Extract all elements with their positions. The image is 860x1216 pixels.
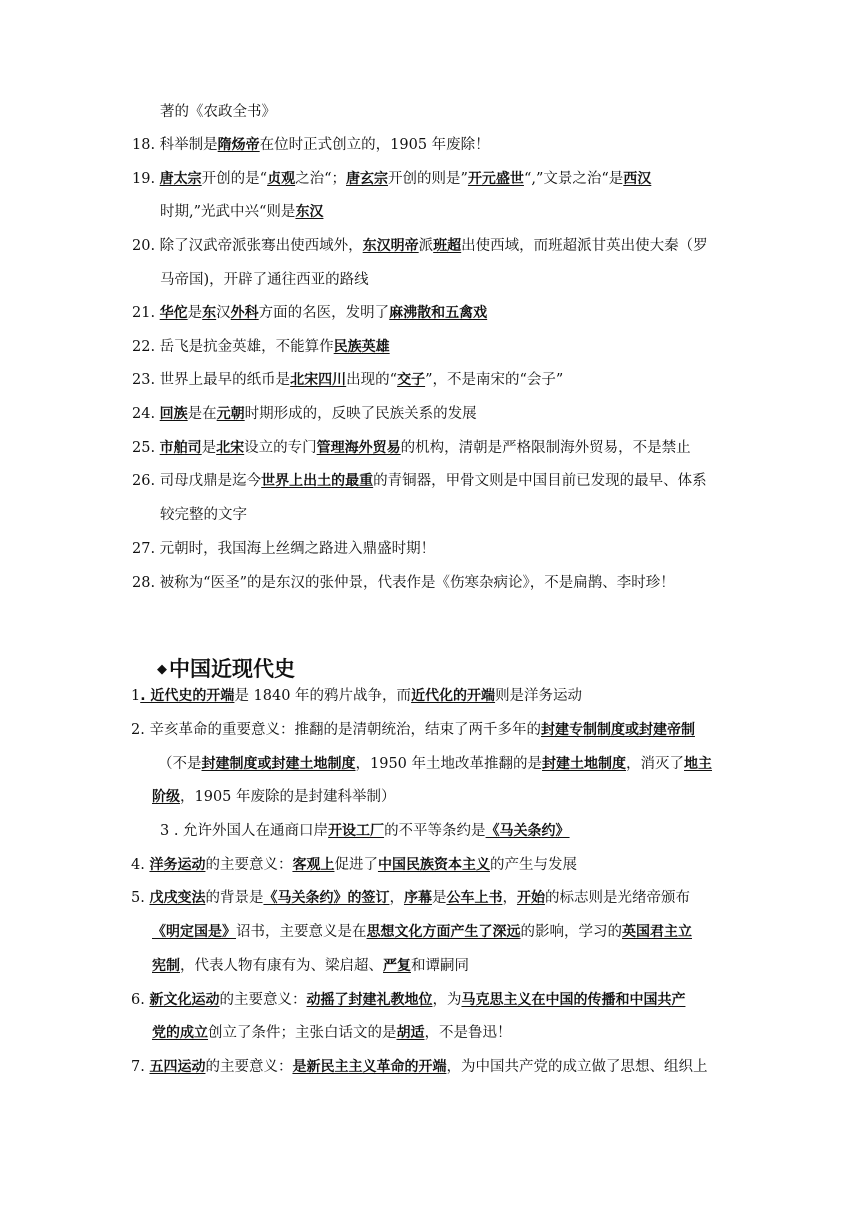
emphasis-text: 市舶司 — [159, 440, 202, 456]
line-text: 1 — [131, 688, 141, 704]
diamond-bullet-icon: ◆ — [157, 662, 167, 677]
emphasis-text: 外科 — [230, 305, 259, 321]
emphasis-text: 公车上书 — [446, 890, 503, 906]
text-line — [160, 270, 369, 290]
text-line — [132, 303, 487, 323]
line-text: 的不平等条约是 — [384, 823, 486, 839]
emphasis-text: 动摇了封建礼教地位 — [306, 992, 433, 1008]
emphasis-text: 戊戌变法 — [149, 890, 206, 906]
text-line — [132, 471, 707, 491]
text-line — [132, 539, 435, 559]
section-heading-title: 中国近现代史 — [169, 657, 295, 681]
line-text: （不是 — [158, 756, 202, 772]
line-text: 著的《农政全书》 — [160, 104, 276, 120]
line-text: 是 — [201, 440, 217, 456]
line-text: ，代表人物有康有为、梁启超、 — [180, 958, 383, 974]
emphasis-text: 《明定国是》 — [152, 924, 236, 940]
text-line — [152, 787, 396, 807]
section-heading — [157, 655, 295, 684]
line-text: 马帝国)，开辟了通往西亚的路线 — [160, 272, 369, 288]
emphasis-text: 是新民主主义革命的开端 — [292, 1059, 447, 1075]
text-line — [160, 505, 247, 525]
line-text: 的主要意义： — [205, 1059, 293, 1075]
text-line — [131, 855, 577, 875]
line-text: 22. 岳飞是抗金英雄，不能算作 — [132, 339, 334, 355]
text-line — [132, 438, 691, 458]
emphasis-text: 思想文化方面产生了深远 — [366, 924, 521, 940]
text-line — [152, 922, 692, 942]
text-line — [131, 720, 695, 740]
emphasis-text: 开始 — [516, 890, 545, 906]
emphasis-text: 五四运动 — [149, 1059, 206, 1075]
line-text: 在位时正式创立的，1905 年废除！ — [259, 137, 490, 153]
emphasis-text: 唐玄宗 — [346, 171, 389, 187]
emphasis-text: 东汉 — [295, 204, 324, 220]
line-text: 26. 司母戊鼎是迄今 — [132, 473, 262, 489]
text-line — [160, 102, 276, 122]
line-text: 出现的“ — [346, 372, 398, 388]
emphasis-text: 阶级 — [152, 789, 180, 805]
line-text: 是在 — [187, 406, 217, 422]
emphasis-text: 封建制度或封建土地制度 — [201, 756, 356, 772]
text-line — [131, 1057, 707, 1077]
line-text: 的主要意义： — [205, 857, 293, 873]
emphasis-text: 回族 — [159, 406, 188, 422]
emphasis-text: 封建专制制度或封建帝制 — [540, 722, 695, 738]
line-text: 25. — [132, 440, 160, 456]
line-text: 创立了条件；主张白话文的是 — [208, 1025, 397, 1041]
emphasis-text: 序幕 — [403, 890, 432, 906]
line-text: 3 . 允许外国人在通商口岸 — [160, 823, 329, 839]
line-text: 是 — [187, 305, 203, 321]
line-text: ， — [502, 890, 517, 906]
line-text: 21. — [132, 305, 160, 321]
line-text: 23. 世界上最早的纸币是 — [132, 372, 291, 388]
text-line — [132, 573, 675, 593]
line-text: 促进了 — [334, 857, 378, 873]
line-text: 27. 元朝时，我国海上丝绸之路进入鼎盛时期！ — [132, 541, 436, 557]
emphasis-text: 《马关条约》 — [485, 823, 570, 839]
emphasis-text: . 近代史的开端 — [140, 688, 235, 704]
line-text: 的背景是 — [205, 890, 264, 906]
line-text: 和谭嗣同 — [411, 958, 469, 974]
text-line — [158, 754, 712, 774]
emphasis-text: 严复 — [383, 958, 411, 974]
text-line — [152, 1023, 512, 1043]
emphasis-text: 隋炀帝 — [217, 137, 260, 153]
line-text: ，不是鲁迅！ — [424, 1025, 512, 1041]
emphasis-text: 英国君主立 — [622, 924, 692, 940]
line-text: 是 1840 年的鸦片战争，而 — [234, 688, 412, 704]
text-line — [131, 990, 685, 1010]
emphasis-text: 近代化的开端 — [411, 688, 496, 704]
line-text: 的标志则是光绪帝颁布 — [544, 890, 690, 906]
line-text: 较完整的文字 — [160, 507, 247, 523]
line-text: ， — [389, 890, 404, 906]
text-line — [132, 337, 390, 357]
emphasis-text: 交子 — [397, 372, 426, 388]
line-text: “,”文景之治“是 — [523, 171, 624, 187]
text-line — [160, 821, 570, 841]
line-text: 之治“； — [295, 171, 347, 187]
line-text: 诏书，主要意义是在 — [236, 924, 367, 940]
emphasis-text: 北宋 — [216, 440, 245, 456]
line-text: 18. 科举制是 — [132, 137, 218, 153]
emphasis-text: 地主 — [684, 756, 713, 772]
text-line — [132, 169, 651, 189]
line-text: 则是洋务运动 — [495, 688, 583, 704]
line-text: 派 — [418, 238, 434, 254]
line-text: 的主要意义： — [219, 992, 307, 1008]
line-text: 开创的则是” — [388, 171, 468, 187]
emphasis-text: 封建土地制度 — [542, 756, 627, 772]
emphasis-text: 西汉 — [623, 171, 652, 187]
emphasis-text: 民族英雄 — [333, 339, 390, 355]
text-line — [132, 370, 563, 390]
emphasis-text: 开元盛世 — [467, 171, 524, 187]
text-line — [132, 236, 708, 256]
text-line — [160, 202, 323, 222]
line-text: 方面的名医，发明了 — [258, 305, 390, 321]
line-text: 出使西域，而班超派甘英出使大秦（罗 — [461, 238, 708, 254]
line-text: 时期形成的，反映了民族关系的发展 — [244, 406, 477, 422]
line-text: 4. — [131, 857, 150, 873]
line-text: 5. — [131, 890, 150, 906]
emphasis-text: 东 — [202, 305, 217, 321]
line-text: ，为 — [432, 992, 462, 1008]
line-text: 24. — [132, 406, 160, 422]
emphasis-text: 元朝 — [216, 406, 245, 422]
text-line — [131, 686, 582, 706]
emphasis-text: 北宋四川 — [290, 372, 347, 388]
line-text: 19. — [132, 171, 160, 187]
text-line — [132, 404, 477, 424]
emphasis-text: 党的成立 — [152, 1025, 208, 1041]
emphasis-text: 华佗 — [159, 305, 188, 321]
line-text: 设立的专门 — [244, 440, 317, 456]
line-text: 28. 被称为“医圣”的是东汉的张仲景，代表作是《伤寒杂病论》，不是扁鹊、李时珍！ — [132, 575, 675, 591]
emphasis-text: 洋务运动 — [149, 857, 206, 873]
emphasis-text: 唐太宗 — [159, 171, 202, 187]
emphasis-text: 东汉明帝 — [362, 238, 419, 254]
line-text: 时期,”光武中兴“则是 — [160, 204, 296, 220]
line-text: 7. — [131, 1059, 150, 1075]
line-text: ，1950 年土地改革推翻的是 — [355, 756, 543, 772]
emphasis-text: 客观上 — [292, 857, 335, 873]
text-line — [152, 956, 469, 976]
line-text: 是 — [431, 890, 447, 906]
emphasis-text: 麻沸散和五禽戏 — [389, 305, 488, 321]
text-line — [131, 888, 690, 908]
emphasis-text: 贞观 — [267, 171, 296, 187]
emphasis-text: 新文化运动 — [149, 992, 220, 1008]
text-line — [132, 135, 490, 155]
line-text: 汉 — [216, 305, 231, 321]
line-text: 的产生与发展 — [489, 857, 577, 873]
line-text: 2. 辛亥革命的重要意义：推翻的是清朝统治，结束了两千多年的 — [131, 722, 541, 738]
line-text: 的青铜器，甲骨文则是中国目前已发现的最早、体系 — [373, 473, 707, 489]
emphasis-text: 马克思主义在中国的传播和中国共产 — [461, 992, 686, 1008]
line-text: ”，不是南宋的“会子” — [425, 372, 564, 388]
line-text: 开创的是“ — [201, 171, 268, 187]
emphasis-text: 管理海外贸易 — [316, 440, 401, 456]
emphasis-text: 宪制 — [152, 958, 180, 974]
line-text: ，消灭了 — [626, 756, 685, 772]
emphasis-text: 班超 — [433, 238, 462, 254]
emphasis-text: 胡适 — [396, 1025, 425, 1041]
line-text: 20. 除了汉武帝派张骞出使西域外， — [132, 238, 363, 254]
emphasis-text: 中国民族资本主义 — [377, 857, 490, 873]
emphasis-text: 开设工厂 — [328, 823, 385, 839]
line-text: 6. — [131, 992, 150, 1008]
emphasis-text: 世界上出土的最重 — [261, 473, 374, 489]
line-text: ，1905 年废除的是封建科举制） — [180, 789, 396, 805]
line-text: ，为中国共产党的成立做了思想、组织上 — [446, 1059, 708, 1075]
line-text: 的机构，清朝是严格限制海外贸易，不是禁止 — [400, 440, 691, 456]
emphasis-text: 《马关条约》的签订 — [263, 890, 390, 906]
line-text: 的影响，学习的 — [520, 924, 622, 940]
